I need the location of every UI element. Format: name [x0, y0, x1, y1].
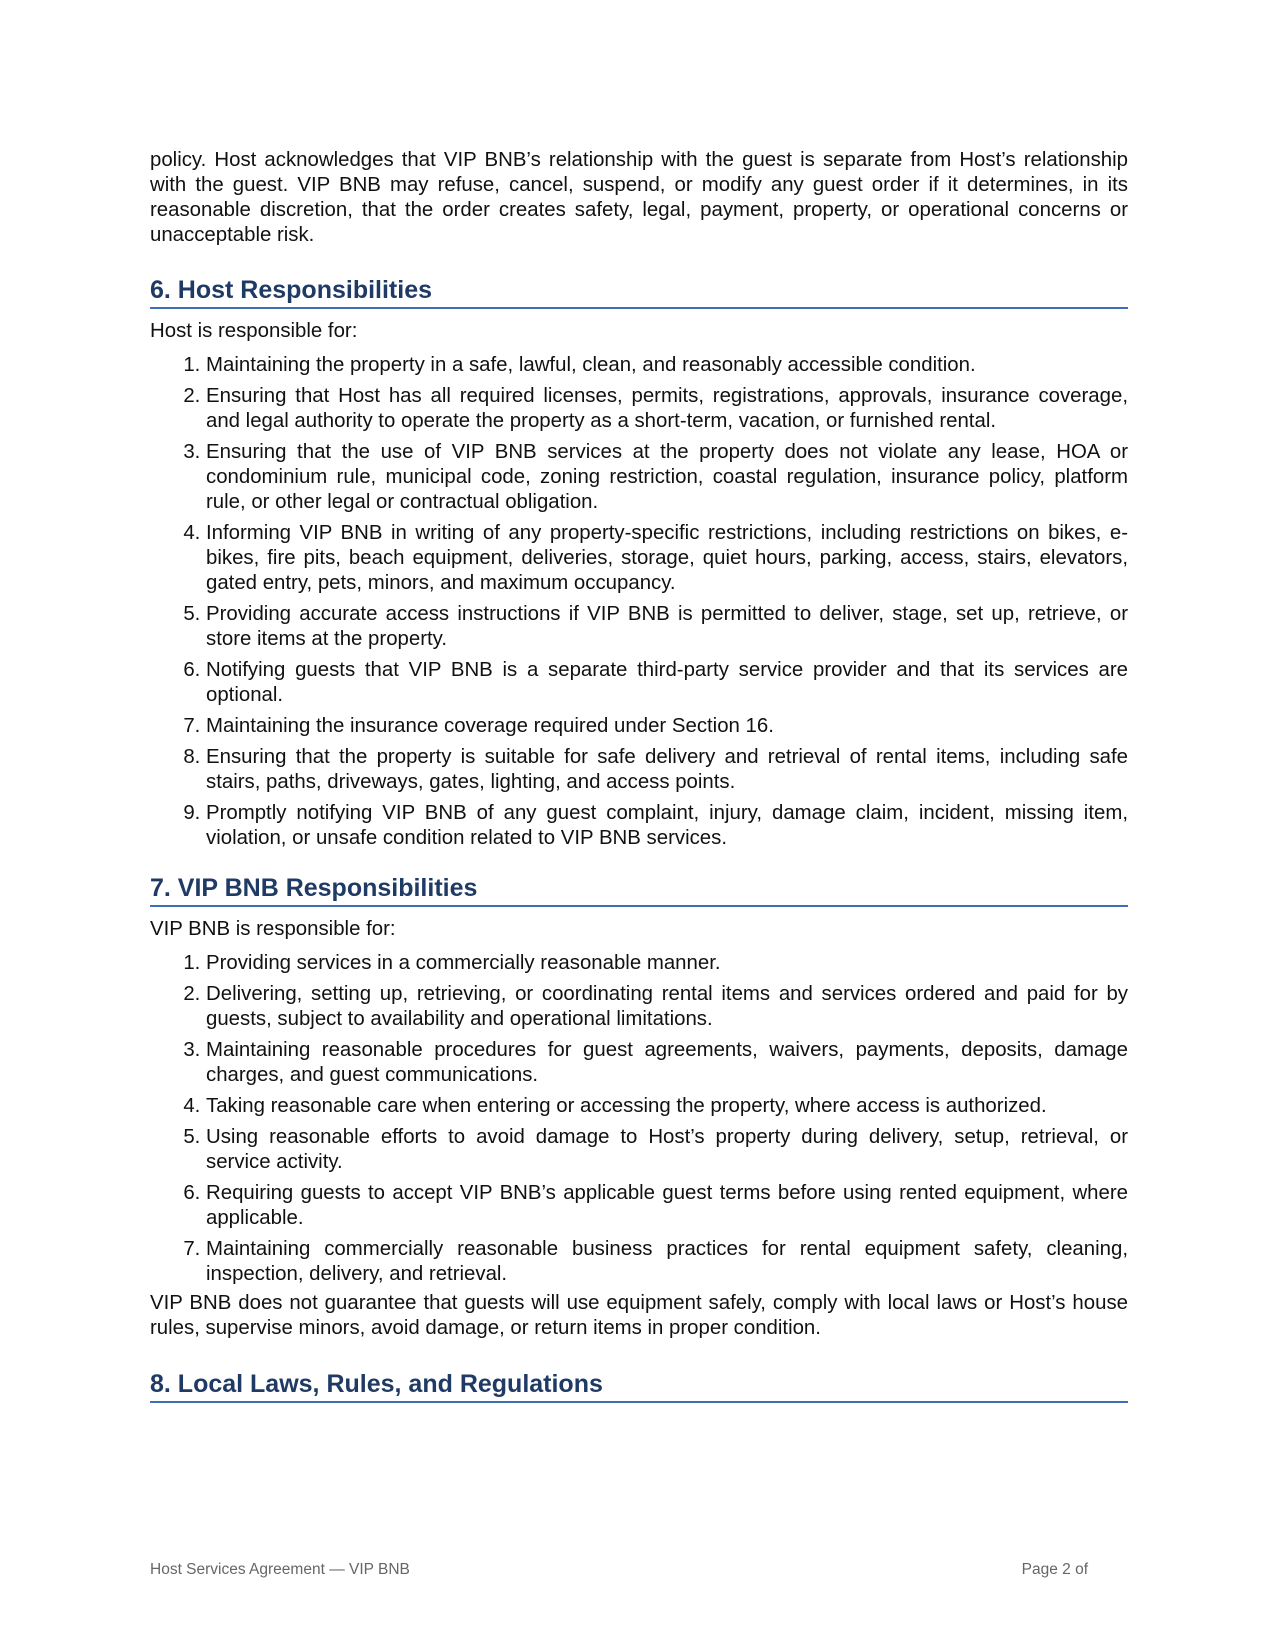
section-7-list: [150, 951, 1128, 1287]
list-item: 5. Providing accurate access instructions if VIP BNB is permitted to deliver, stage, set up, retrieve, or store items at the property.: [206, 602, 1128, 652]
list-item: 3. Ensuring that the use of VIP BNB services at the property does not violate any lease, HOA or condominium rule, municipal code, zoning restriction, coastal regulation, insurance policy, platform rule, or other legal or contractual obligation.: [206, 440, 1128, 515]
list-item: 2. Ensuring that Host has all required licenses, permits, registrations, approvals, insurance coverage, and legal authority to operate the property as a short-term, vacation, or furnished rental.: [206, 384, 1128, 434]
list-item: 7. Maintaining the insurance coverage required under Section 16.: [206, 714, 1128, 739]
list-item: 6. Notifying guests that VIP BNB is a separate third-party service provider and that its services are optional.: [206, 658, 1128, 708]
list-item: 4. Taking reasonable care when entering or accessing the property, where access is authorized.: [206, 1094, 1128, 1119]
list-item: 6. Requiring guests to accept VIP BNB’s applicable guest terms before using rented equipment, where applicable.: [206, 1181, 1128, 1231]
list-item: 9. Promptly notifying VIP BNB of any guest complaint, injury, damage claim, incident, missing item, violation, or unsafe condition related to VIP BNB services.: [206, 801, 1128, 851]
section-7-heading: 7. VIP BNB Responsibilities: [150, 873, 1128, 907]
section-6-heading: 6. Host Responsibilities: [150, 275, 1128, 309]
list-item: 3. Maintaining reasonable procedures for guest agreements, waivers, payments, deposits, damage charges, and guest communications.: [206, 1038, 1128, 1088]
intro-paragraph: policy. Host acknowledges that VIP BNB’s relationship with the guest is separate from Host’s relationship with the guest. VIP BNB may refuse, cancel, suspend, or modify any guest order if it determines, in its reasonable discretion, that the order creates safety, legal, payment, property, or operational concerns or unacceptable risk.: [150, 149, 1128, 246]
list-item: 7. Maintaining commercially reasonable business practices for rental equipment safety, cleaning, inspection, delivery, and retrieval.: [206, 1237, 1128, 1287]
list-item: 5. Using reasonable efforts to avoid damage to Host’s property during delivery, setup, retrieval, or service activity.: [206, 1125, 1128, 1175]
section-8-heading: 8. Local Laws, Rules, and Regulations: [150, 1369, 1128, 1403]
list-item: 1. Maintaining the property in a safe, lawful, clean, and reasonably accessible condition.: [206, 353, 1128, 378]
section-6-lead: Host is responsible for:: [150, 320, 358, 342]
list-item: 4. Informing VIP BNB in writing of any property-specific restrictions, including restrictions on bikes, e-bikes, fire pits, beach equipment, deliveries, storage, quiet hours, parking, access, stairs, elevators, gated entry, pets, minors, and maximum occupancy.: [206, 521, 1128, 596]
list-item: 1. Providing services in a commercially reasonable manner.: [206, 951, 1128, 976]
section-6-list: [150, 353, 1128, 851]
footer-page-number: Page 2 of: [1021, 1561, 1088, 1578]
footer-document-title: Host Services Agreement — VIP BNB: [150, 1561, 410, 1578]
section-7-lead: VIP BNB is responsible for:: [150, 918, 396, 940]
section-7-closing: VIP BNB does not guarantee that guests will use equipment safely, comply with local laws or Host’s house rules, supervise minors, avoid damage, or return items in proper condition.: [150, 1292, 1128, 1339]
list-item: 8. Ensuring that the property is suitable for safe delivery and retrieval of rental items, including safe stairs, paths, driveways, gates, lighting, and access points.: [206, 745, 1128, 795]
list-item: 2. Delivering, setting up, retrieving, or coordinating rental items and services ordered and paid for by guests, subject to availability and operational limitations.: [206, 982, 1128, 1032]
document-page: [150, 148, 1128, 1403]
